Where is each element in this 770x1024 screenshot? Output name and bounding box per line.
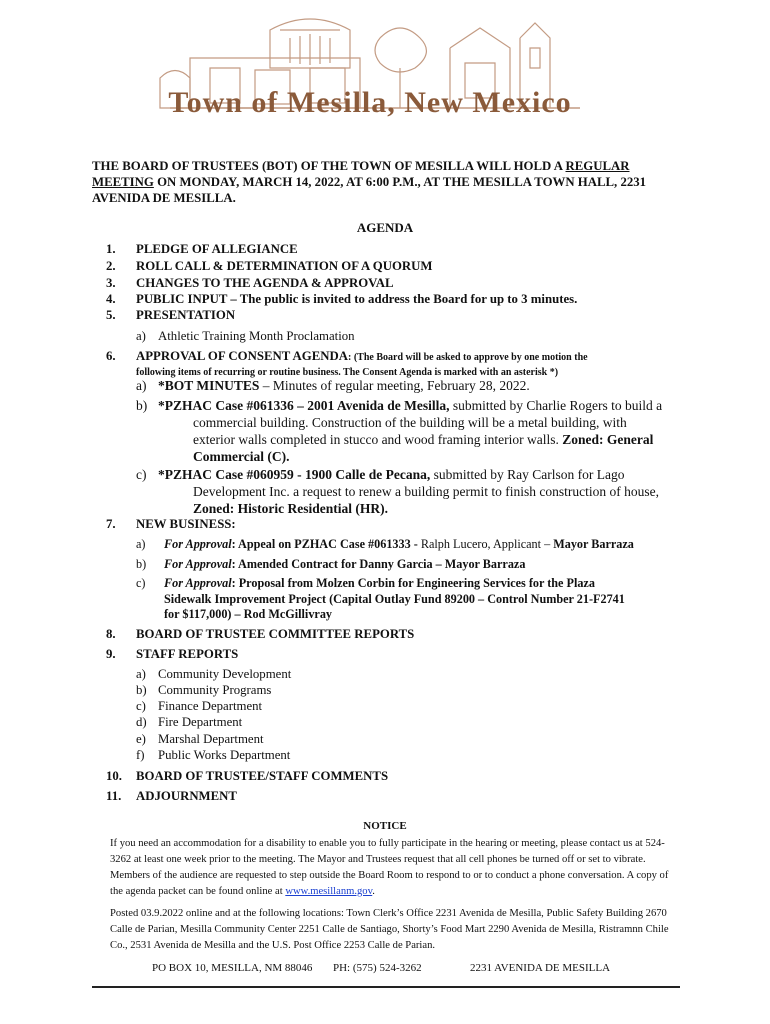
notice-body: If you need an accommodation for a disability to enable you to fully participate in the hearing or meeting, please contact us at 524-3262 at least one week prior to the meeting. The Mayor and Trustees request that all cell phones be turned off or set to vibrate. Members of the audience are requested to step outside the Board Room to respond to or to conduct a phone conversation. A copy of the agenda packet can be found online at www.mesillanm.gov. xyxy=(110,838,669,897)
town-title: Town of Mesilla, New Mexico xyxy=(168,86,572,119)
consent-item-c-line2: Development Inc. a request to renew a building permit to finish construction of house, xyxy=(193,484,660,499)
announcement-part2: ON MONDAY, MARCH 14, 2022, AT 6:00 P.M., AT THE MESILLA TOWN HALL, 2231 AVENIDA DE MESILLA. xyxy=(92,175,647,205)
town-hall-sketch xyxy=(150,8,590,148)
footer-address: 2231 AVENIDA DE MESILLA xyxy=(470,962,611,974)
announcement-underlined: REGULAR MEETING xyxy=(92,159,630,189)
footer-phone: PH: (575) 524-3262 xyxy=(333,962,422,974)
new-business-c-line2: Sidewalk Improvement Project (Capital Outlay Fund 89200 – Control Number 21-F2741 xyxy=(164,592,625,606)
consent-item-b-line3: exterior walls completed in stucco and wood framing interior walls. Zoned: General xyxy=(193,432,654,447)
letterhead-logo xyxy=(150,8,590,148)
consent-item-c-line3: Zoned: Historic Residential (HR). xyxy=(193,501,388,516)
notice-heading: NOTICE xyxy=(363,820,407,832)
consent-agenda-note: following items of recurring or routine business. The Consent Agenda is marked with an asterisk *) xyxy=(136,367,559,378)
consent-item-b-line4: Commercial (C). xyxy=(193,449,290,464)
consent-item-b-line2: commercial building. Construction of the building will be a metal building, with xyxy=(193,415,627,430)
new-business-c-line3: for $117,000) – Rod McGillivray xyxy=(164,607,333,621)
agenda-page: Town of Mesilla, New Mexico THE BOARD OF TRUSTEES (BOT) OF THE TOWN OF MESILLA WILL HOLD A REGULAR MEETING ON MONDAY, MARCH 14, 2022, AT 6:00 P.M., AT THE MESILLA TOWN HALL, 2231 AVENIDA DE MESILLA. AGENDA 1. PLEDGE OF ALLEGIANCE 2. ROLL CALL & DETERMINATION OF A QUORUM 3. CHANGES TO THE AGENDA & APPROVAL 4. PUBLIC INPUT – The public is invited to address the Board for up to 3 minutes. 5. PRESENTATION a) Athletic Training Month Proclamation 6. APPROVAL OF CONSENT AGENDA: (The Board will be asked to approve by one motion the following items of recurring or routine business. The Consent Agenda is marked with an asterisk *) a) *BOT MINUTES – Minutes of regular meeting, February 28, 2022. b) *PZHAC Case #061336 – 2001 Avenida de Mesilla, submitted by Charlie Rogers to build a commercial building. Construction of the building will be a metal building, with exterior walls completed in stucco and wood framing interior walls. Zoned: General Commercial (C). c) *PZHAC Case #060959 - 1900 Calle de Pecana, submitted by Ray Carlson for Lago Development Inc. a request to renew a building permit to finish construction of house, Zoned: Historic Residential (HR). 7. NEW BUSINESS: a) For Approval: Appeal on PZHAC Case #061333 - Ralph Lucero, Applicant – Mayor Barraza b) For Approval: Amended Contract for Danny Garcia – Mayor Barraza c) For Approval: Proposal from Molzen Corbin for Engineering Services for the Plaza Sidewalk Improvement Project (Capital Outlay Fund 89200 – Control Number 21-F2741 for $117,000) – Rod McGillivray 8. BOARD OF TRUSTEE COMMITTEE REPORTS 9. STAFF REPORTS a) Community Development b) Community Programs c) Finance Department d) Fire Department e) Marshal Department f) Public Works Department 10. BOARD OF TRUSTEE/STAFF COMMENTS 11. ADJOURNMENT NOTICE If you need an accommodation for a disability to enable you to fully participate in the hearing or meeting, please contact us at 524-3262 at least one week prior to the meeting. The Mayor and Trustees request that all cell phones be turned off or set to vibrate. Members of the audience are requested to step outside the Board Room to respond to or to conduct a phone conversation. A copy of the agenda packet can be found online at www.mesillanm.gov. Posted 03.9.2022 online and at the following locations: Town Clerk’s Office 2231 Avenida de Mesilla, Public Safety Building 2670 Calle de Parian, Mesilla Community Center 2251 Calle de Santiago, Shorty’s Food Mart 2290 Avenida de Mesilla, Ristramnn Chile Co., 2531 Avenida de Mesilla and the U.S. Post Office 2253 Calle de Parian. PO BOX 10, MESILLA, NM 88046 PH: (575) 524-3262 2231 AVENIDA DE MESILLA xyxy=(0,0,770,1024)
agenda-heading: AGENDA xyxy=(356,220,414,235)
website-link[interactable]: www.mesillanm.gov xyxy=(285,886,373,897)
footer-rule xyxy=(92,986,680,988)
meeting-announcement xyxy=(92,158,682,206)
posting-locations: Posted 03.9.2022 online and at the following locations: Town Clerk’s Office 2231 Avenida de Mesilla, Public Safety Building 2670 Calle de Parian, Mesilla Community Center 2251 Calle de Santiago, Shorty’s Food Mart 2290 Avenida de Mesilla, Ristramnn Chile Co., 2531 Avenida de Mesilla and the U.S. Post Office 2253 Calle de Parian. xyxy=(110,908,669,951)
footer-po-box: PO BOX 10, MESILLA, NM 88046 xyxy=(152,962,313,974)
announcement-part1: THE BOARD OF TRUSTEES (BOT) OF THE TOWN OF MESILLA WILL HOLD A xyxy=(92,159,566,173)
